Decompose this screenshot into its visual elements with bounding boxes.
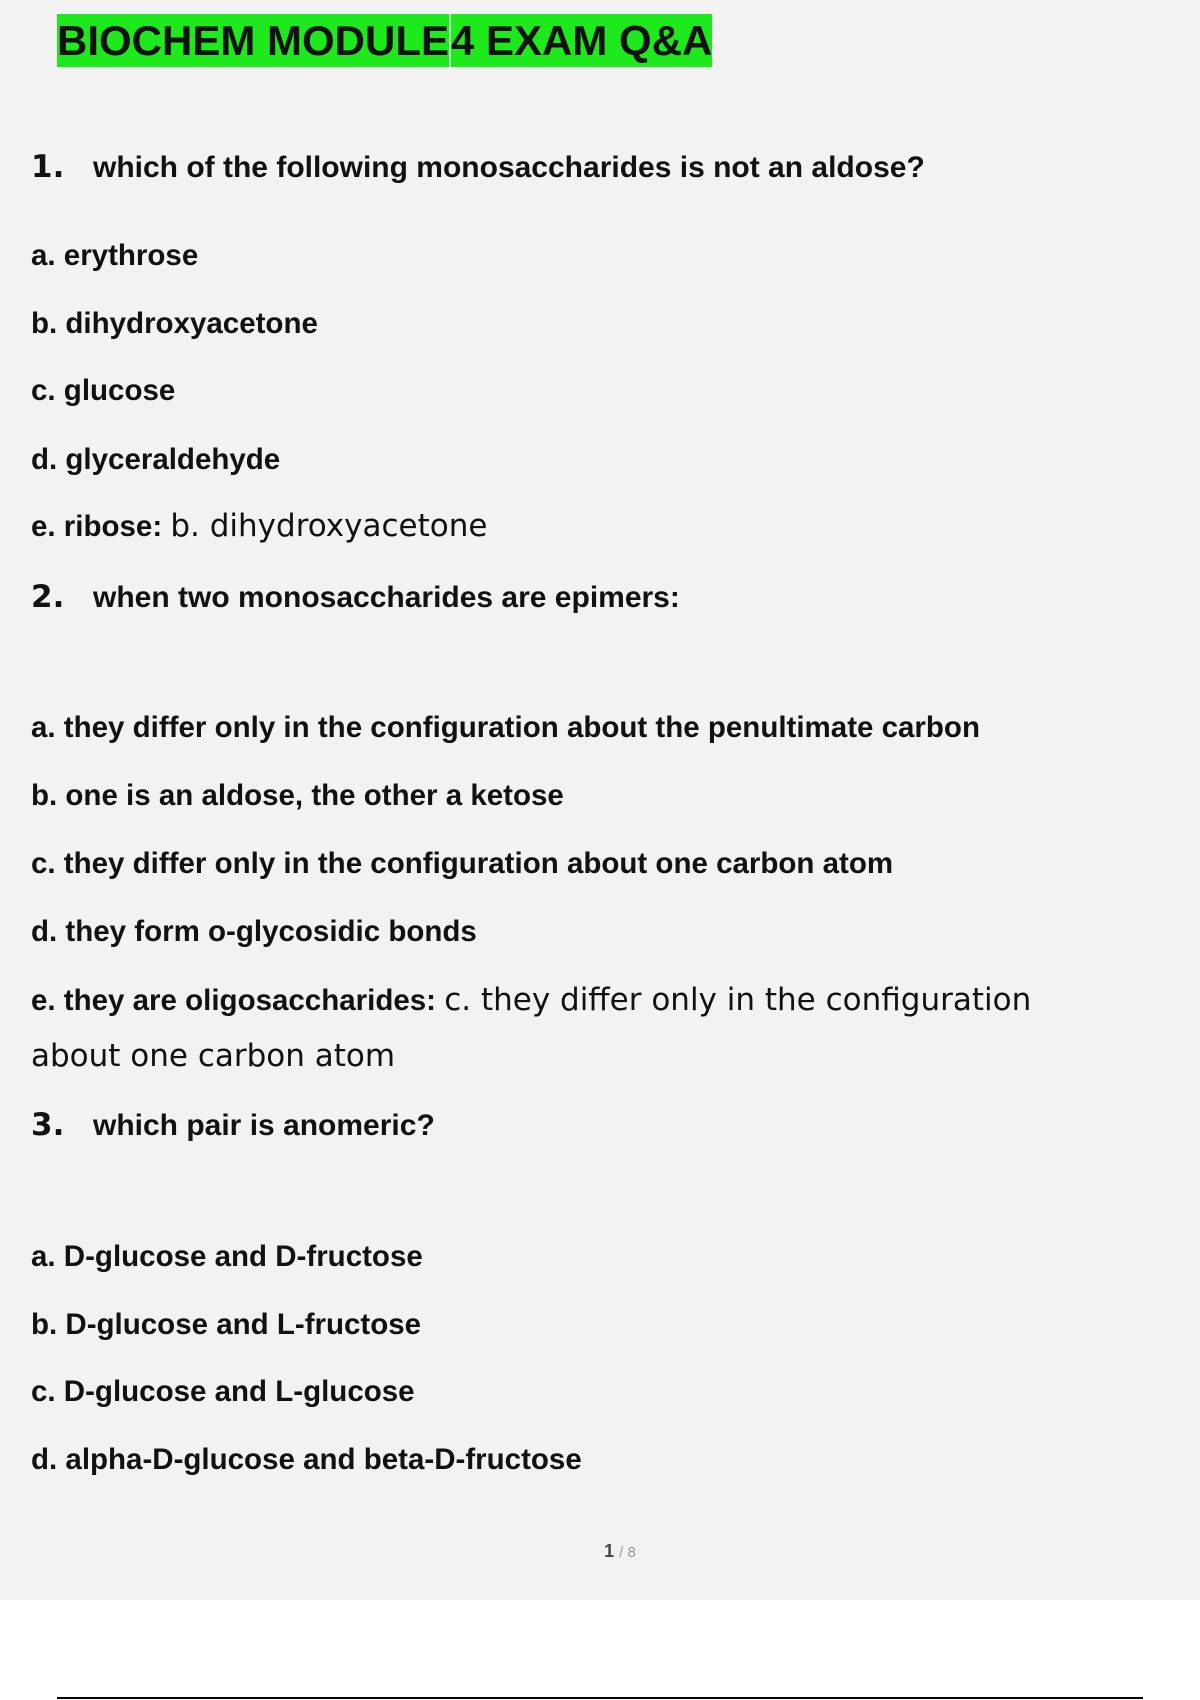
page-title xyxy=(57,14,712,67)
question-2-option-e-row xyxy=(31,981,1031,1020)
question-3-text: which pair is anomeric? xyxy=(93,1109,435,1142)
question-2-answer-line-1: c. they differ only in the configuration xyxy=(444,982,1032,1018)
question-1-answer: b. dihydroxyacetone xyxy=(170,508,488,544)
question-2-text: when two monosaccharides are epimers: xyxy=(93,581,680,614)
question-1-text: which of the following monosaccharides is not an aldose? xyxy=(93,151,925,184)
title-part-2: 4 EXAM Q&A xyxy=(451,14,712,67)
question-3-option-a: a. D-glucose and D-fructose xyxy=(31,1240,423,1273)
question-1-number: 1. xyxy=(31,149,65,185)
footer-rule xyxy=(57,1697,1143,1699)
question-1-option-c: c. glucose xyxy=(31,374,176,407)
question-3-number: 3. xyxy=(31,1107,65,1143)
question-1-option-d: d. glyceraldehyde xyxy=(31,443,281,476)
question-3-option-b: b. D-glucose and L-fructose xyxy=(31,1308,422,1341)
page-current: 1 xyxy=(604,1541,615,1561)
question-2-heading xyxy=(31,578,680,617)
question-2-answer-line-2: about one carbon atom xyxy=(31,1038,396,1074)
question-1-heading xyxy=(31,148,925,187)
page-total: / 8 xyxy=(619,1544,636,1561)
question-3-heading xyxy=(31,1106,435,1145)
question-3-option-c: c. D-glucose and L-glucose xyxy=(31,1375,415,1408)
question-1-option-e-row xyxy=(31,507,487,546)
question-2-option-d: d. they form o-glycosidic bonds xyxy=(31,915,477,948)
question-2-option-a: a. they differ only in the configuration about the penultimate carbon xyxy=(31,711,980,744)
title-part-1: BIOCHEM MODULE xyxy=(57,14,449,67)
question-1-option-a: a. erythrose xyxy=(31,239,199,272)
question-2-option-b: b. one is an aldose, the other a ketose xyxy=(31,779,564,812)
question-2-number: 2. xyxy=(31,579,65,615)
page-indicator xyxy=(0,1541,1200,1562)
question-3-option-d: d. alpha-D-glucose and beta-D-fructose xyxy=(31,1443,582,1476)
question-1-option-b: b. dihydroxyacetone xyxy=(31,307,318,340)
question-1-option-e: e. ribose: xyxy=(31,510,163,543)
question-2-option-e: e. they are oligosaccharides: xyxy=(31,984,436,1017)
question-2-option-c: c. they differ only in the configuration about one carbon atom xyxy=(31,847,894,880)
